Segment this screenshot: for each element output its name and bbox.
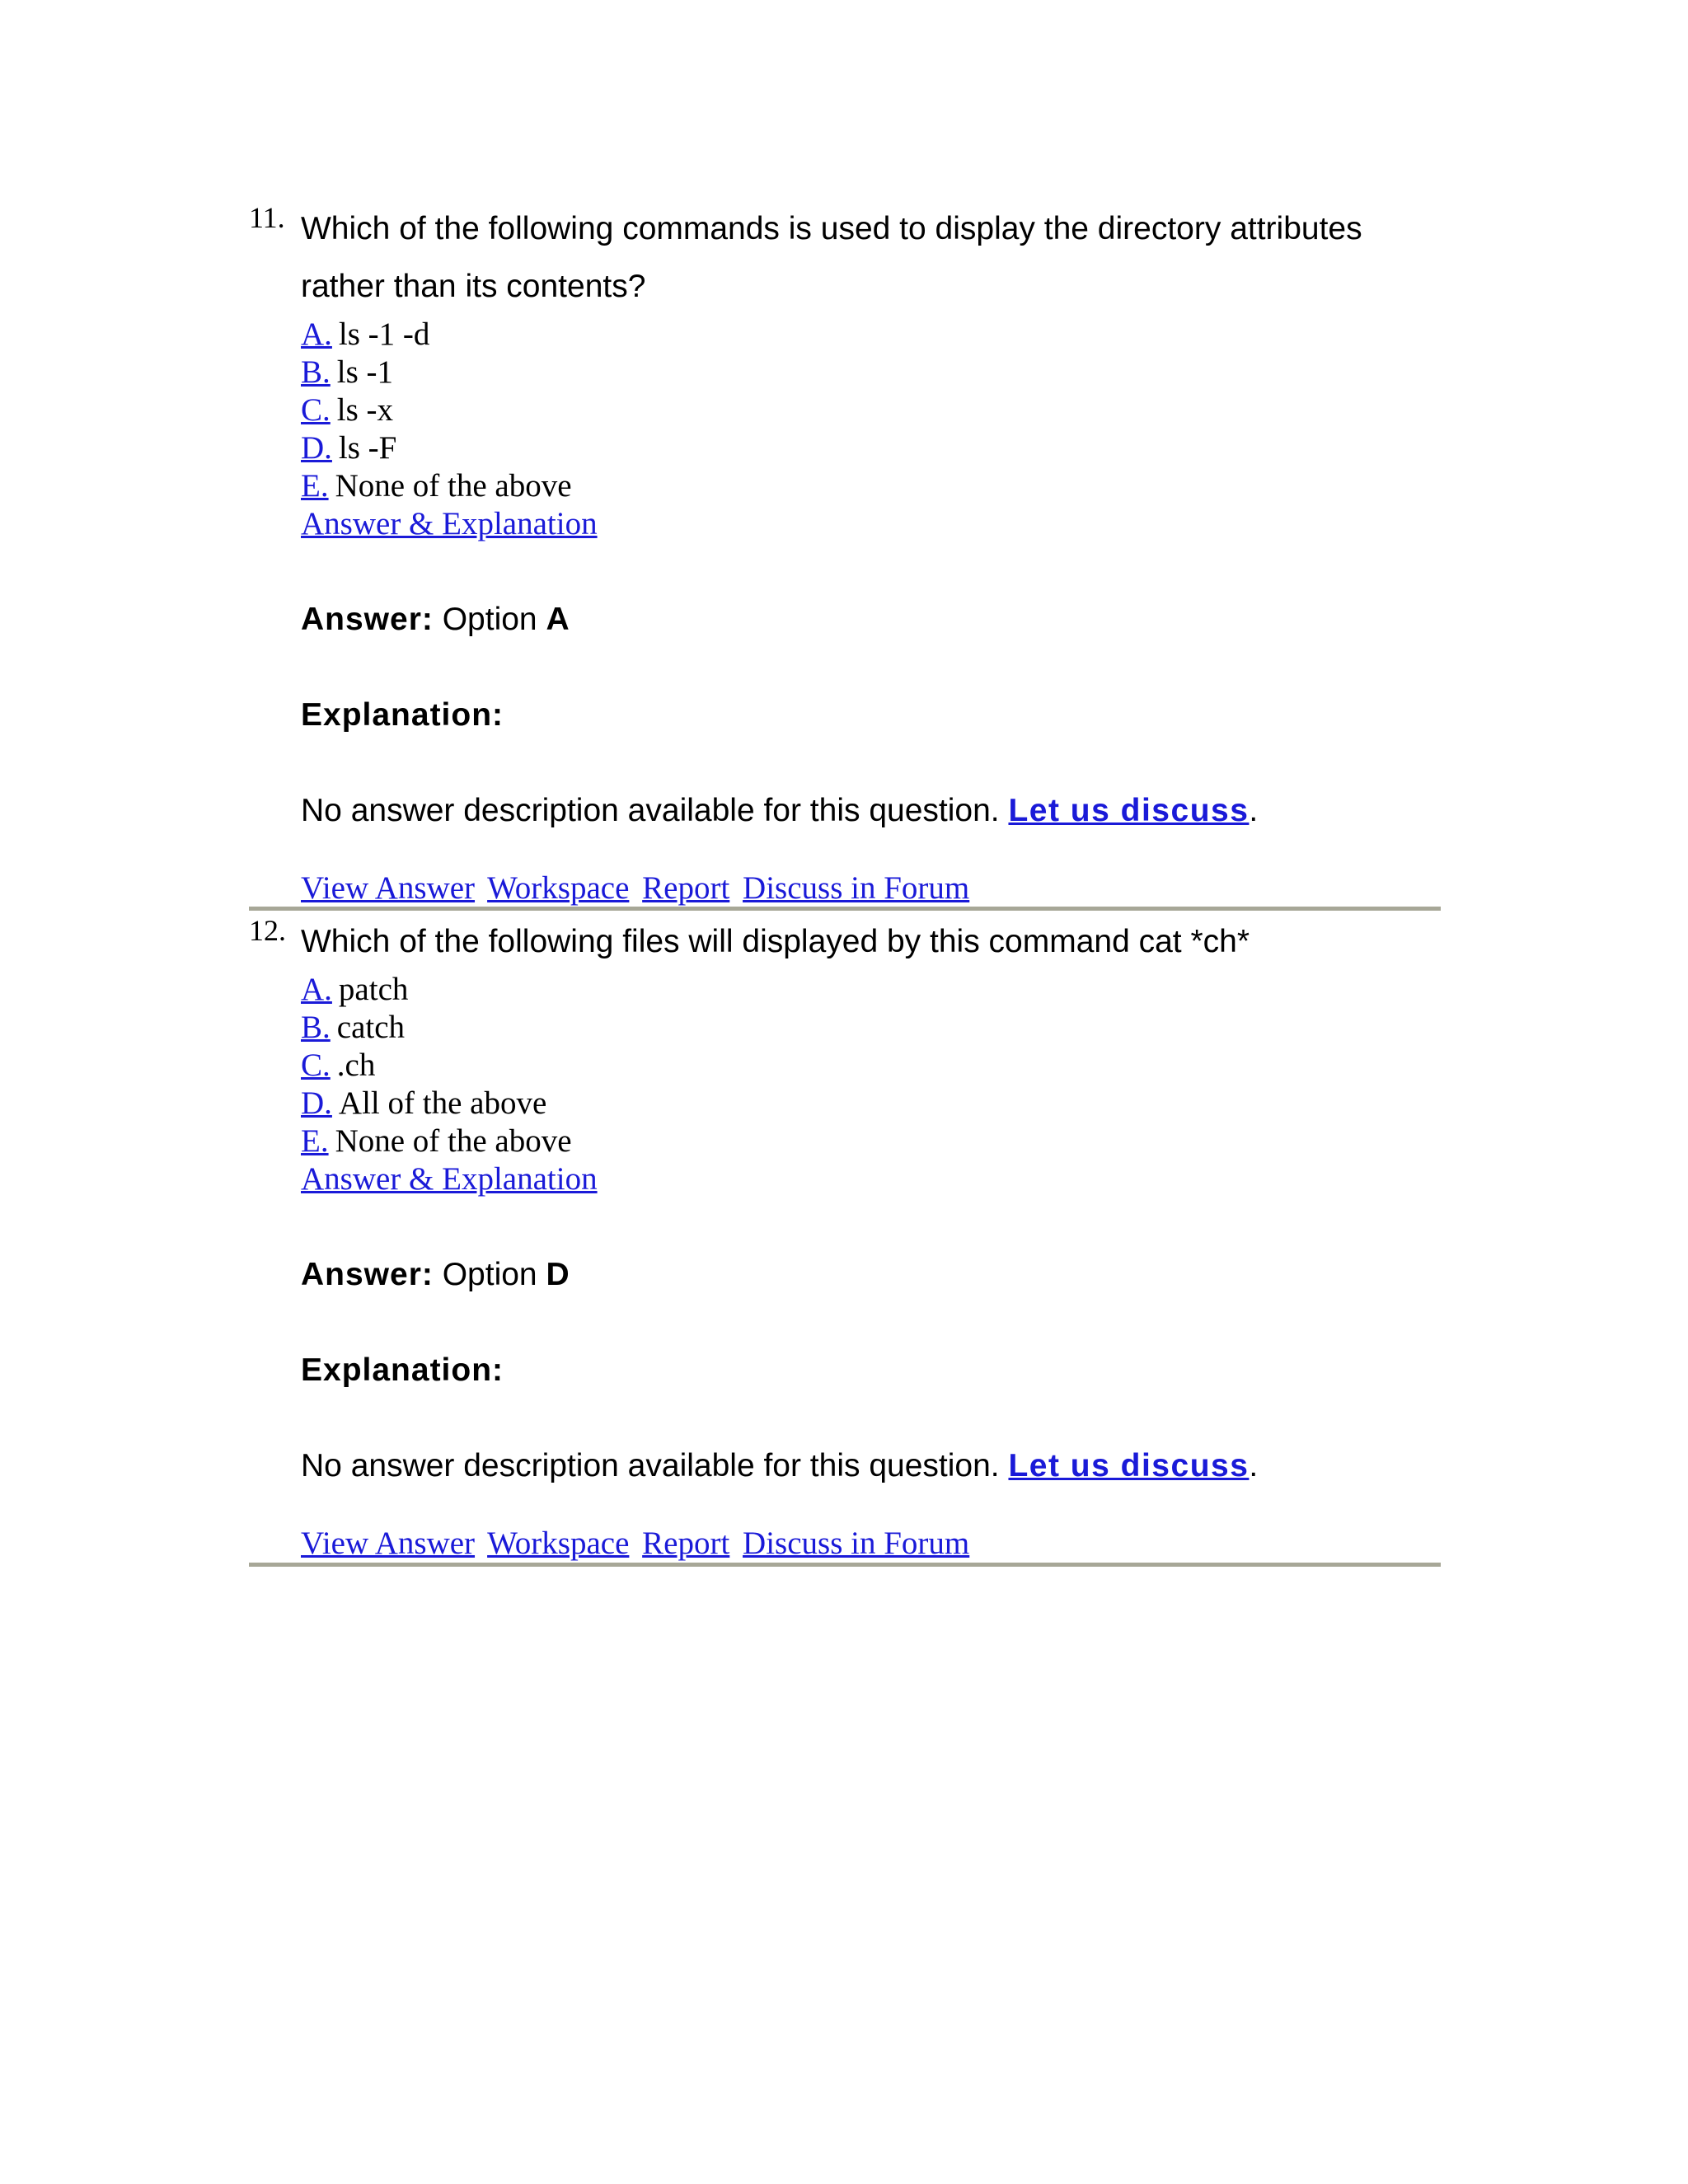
option-d-link[interactable]: D. xyxy=(301,1085,332,1121)
answer-label: Answer: xyxy=(301,602,434,637)
answer-letter: D xyxy=(546,1257,570,1292)
option-b-text: catch xyxy=(336,1010,406,1045)
option-c-link[interactable]: C. xyxy=(301,1047,331,1083)
option-c-text: .ch xyxy=(336,1047,376,1083)
option-b xyxy=(301,1009,1441,1047)
question-body xyxy=(301,913,1441,1563)
view-answer-link[interactable]: View Answer xyxy=(301,870,476,906)
option-e xyxy=(301,467,1441,505)
option-b-link[interactable]: B. xyxy=(301,1010,331,1045)
question-footer-links xyxy=(301,1525,1441,1563)
answer-label: Answer: xyxy=(301,1257,434,1292)
question-divider xyxy=(249,1563,1441,1567)
view-answer-link[interactable]: View Answer xyxy=(301,1526,476,1561)
option-d xyxy=(301,1085,1441,1122)
question-11 xyxy=(249,200,1441,907)
answer-option-word: Option xyxy=(442,602,537,637)
answer-explanation-link[interactable]: Answer & Explanation xyxy=(301,506,598,541)
question-footer-links xyxy=(301,869,1441,907)
question-text: Which of the following files will displayed by this command cat *ch* xyxy=(301,924,1250,959)
explanation-period: . xyxy=(1249,1448,1259,1483)
explanation-text xyxy=(301,1447,1441,1485)
option-d-link[interactable]: D. xyxy=(301,430,332,466)
report-link[interactable]: Report xyxy=(642,1526,730,1561)
answer-option-word: Option xyxy=(442,1257,537,1292)
option-b-text: ls -1 xyxy=(336,354,394,390)
explanation-body: No answer description available for this question. xyxy=(301,793,1000,828)
option-a xyxy=(301,971,1441,1009)
let-us-discuss-link[interactable]: Let us discuss xyxy=(1008,793,1250,828)
discuss-in-forum-link[interactable]: Discuss in Forum xyxy=(743,870,970,906)
options-list xyxy=(301,971,1441,1160)
question-number: 11. xyxy=(249,201,285,234)
question-body xyxy=(301,200,1441,907)
explanation-period: . xyxy=(1249,793,1259,828)
explanation-heading: Explanation: xyxy=(301,1352,504,1388)
option-a-link[interactable]: A. xyxy=(301,972,332,1007)
question-12 xyxy=(249,913,1441,1563)
option-a xyxy=(301,316,1441,354)
option-d-text: All of the above xyxy=(338,1085,547,1121)
explanation-text xyxy=(301,792,1441,830)
option-c-text: ls -x xyxy=(336,392,394,428)
report-link[interactable]: Report xyxy=(642,870,730,906)
answer-line xyxy=(301,1256,1441,1294)
option-e xyxy=(301,1122,1441,1160)
discuss-in-forum-link[interactable]: Discuss in Forum xyxy=(743,1526,970,1561)
question-number: 12. xyxy=(249,914,286,947)
question-divider xyxy=(249,907,1441,911)
option-e-link[interactable]: E. xyxy=(301,1123,329,1159)
option-e-link[interactable]: E. xyxy=(301,468,329,504)
answer-letter: A xyxy=(546,602,570,637)
explanation-body: No answer description available for this question. xyxy=(301,1448,1000,1483)
option-c-link[interactable]: C. xyxy=(301,392,331,428)
option-e-text: None of the above xyxy=(335,1123,572,1159)
option-c xyxy=(301,1047,1441,1085)
option-a-text: patch xyxy=(338,972,409,1007)
explanation-heading: Explanation: xyxy=(301,697,504,733)
let-us-discuss-link[interactable]: Let us discuss xyxy=(1008,1448,1250,1483)
answer-line xyxy=(301,601,1441,639)
option-a-link[interactable]: A. xyxy=(301,316,332,352)
option-d xyxy=(301,429,1441,467)
workspace-link[interactable]: Workspace xyxy=(487,870,630,906)
options-list xyxy=(301,316,1441,505)
option-b-link[interactable]: B. xyxy=(301,354,331,390)
option-a-text: ls -1 -d xyxy=(338,316,430,352)
answer-explanation-link[interactable]: Answer & Explanation xyxy=(301,1161,598,1197)
workspace-link[interactable]: Workspace xyxy=(487,1526,630,1561)
option-c xyxy=(301,391,1441,429)
option-d-text: ls -F xyxy=(338,430,397,466)
question-text: Which of the following commands is used to display the directory attributes rather than its contents? xyxy=(301,211,1362,304)
option-b xyxy=(301,354,1441,391)
option-e-text: None of the above xyxy=(335,468,572,504)
